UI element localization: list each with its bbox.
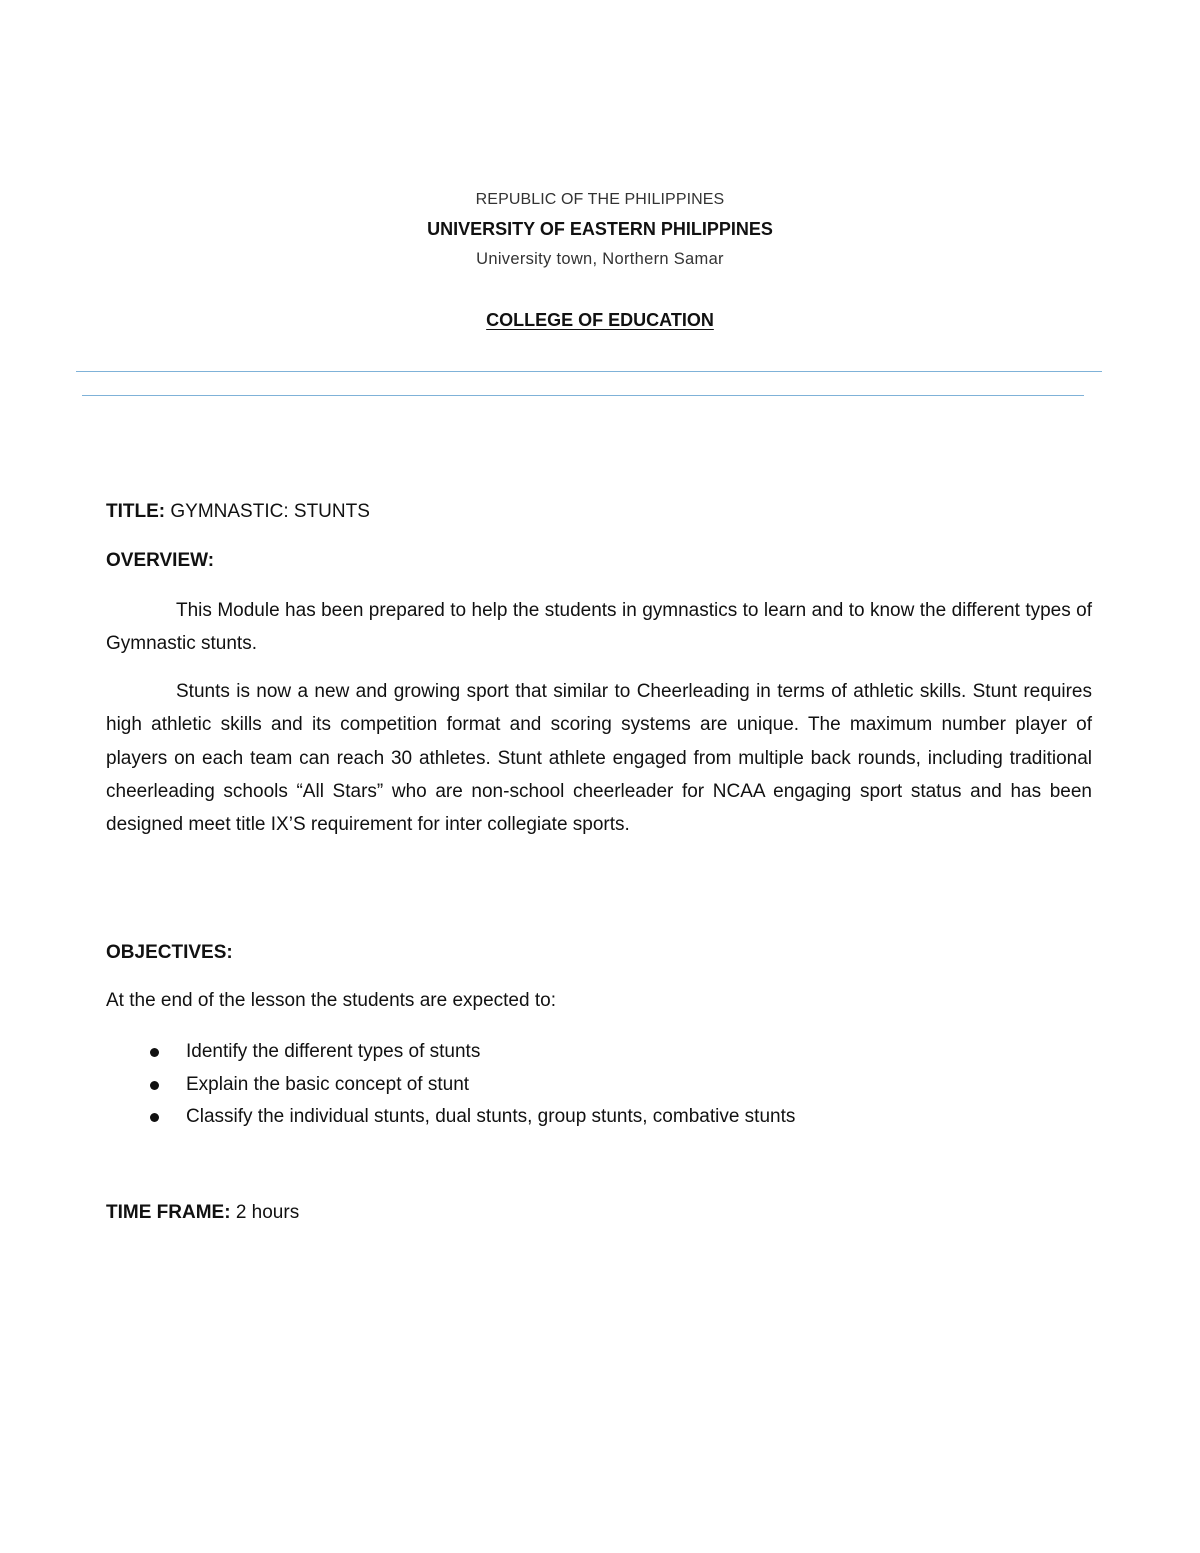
overview-paragraph-2: Stunts is now a new and growing sport that similar to Cheerleading in terms of athletic skills. Stunt requires high athletic skills and its competition format and scoring systems are unique. The maximum number player of players on each team can reach 30 athletes. Stunt athlete engaged from multiple back rounds, including traditional cheerleading schools “All Stars” who are non-school cheerleader for NCAA engaging sport status and has been designed meet title IX’S requirement for inter collegiate sports. bbox=[106, 681, 1092, 836]
bullet-icon bbox=[150, 1048, 159, 1057]
republic-heading: REPUBLIC OF THE PHILIPPINES bbox=[475, 191, 725, 208]
university-location: University town, Northern Samar bbox=[476, 250, 724, 268]
list-item: Explain the basic concept of stunt bbox=[106, 1069, 1092, 1102]
college-name: COLLEGE OF EDUCATION bbox=[486, 310, 714, 330]
title-label: TITLE: bbox=[106, 501, 166, 522]
title-value: GYMNASTIC: STUNTS bbox=[165, 501, 370, 522]
bullet-icon bbox=[150, 1081, 159, 1090]
objectives-intro: At the end of the lesson the students are expected to: bbox=[106, 990, 556, 1011]
time-frame-label: TIME FRAME: bbox=[106, 1202, 231, 1223]
bullet-icon bbox=[150, 1113, 159, 1122]
list-item: Classify the individual stunts, dual stunts, group stunts, combative stunts bbox=[106, 1101, 1092, 1134]
overview-paragraph-1: This Module has been prepared to help the students in gymnastics to learn and to know the different types of Gymnastic stunts. bbox=[106, 600, 1092, 655]
header-divider-top bbox=[76, 371, 1102, 372]
overview-heading: OVERVIEW: bbox=[106, 550, 215, 571]
university-name: UNIVERSITY OF EASTERN PHILIPPINES bbox=[427, 219, 773, 239]
time-frame bbox=[106, 1202, 299, 1224]
list-item: Identify the different types of stunts bbox=[106, 1036, 1092, 1069]
objectives-heading: OBJECTIVES: bbox=[106, 942, 233, 963]
time-frame-value: 2 hours bbox=[230, 1202, 300, 1223]
objectives-list bbox=[106, 1036, 1092, 1134]
header-divider-bottom bbox=[82, 395, 1084, 396]
module-title bbox=[106, 501, 370, 523]
